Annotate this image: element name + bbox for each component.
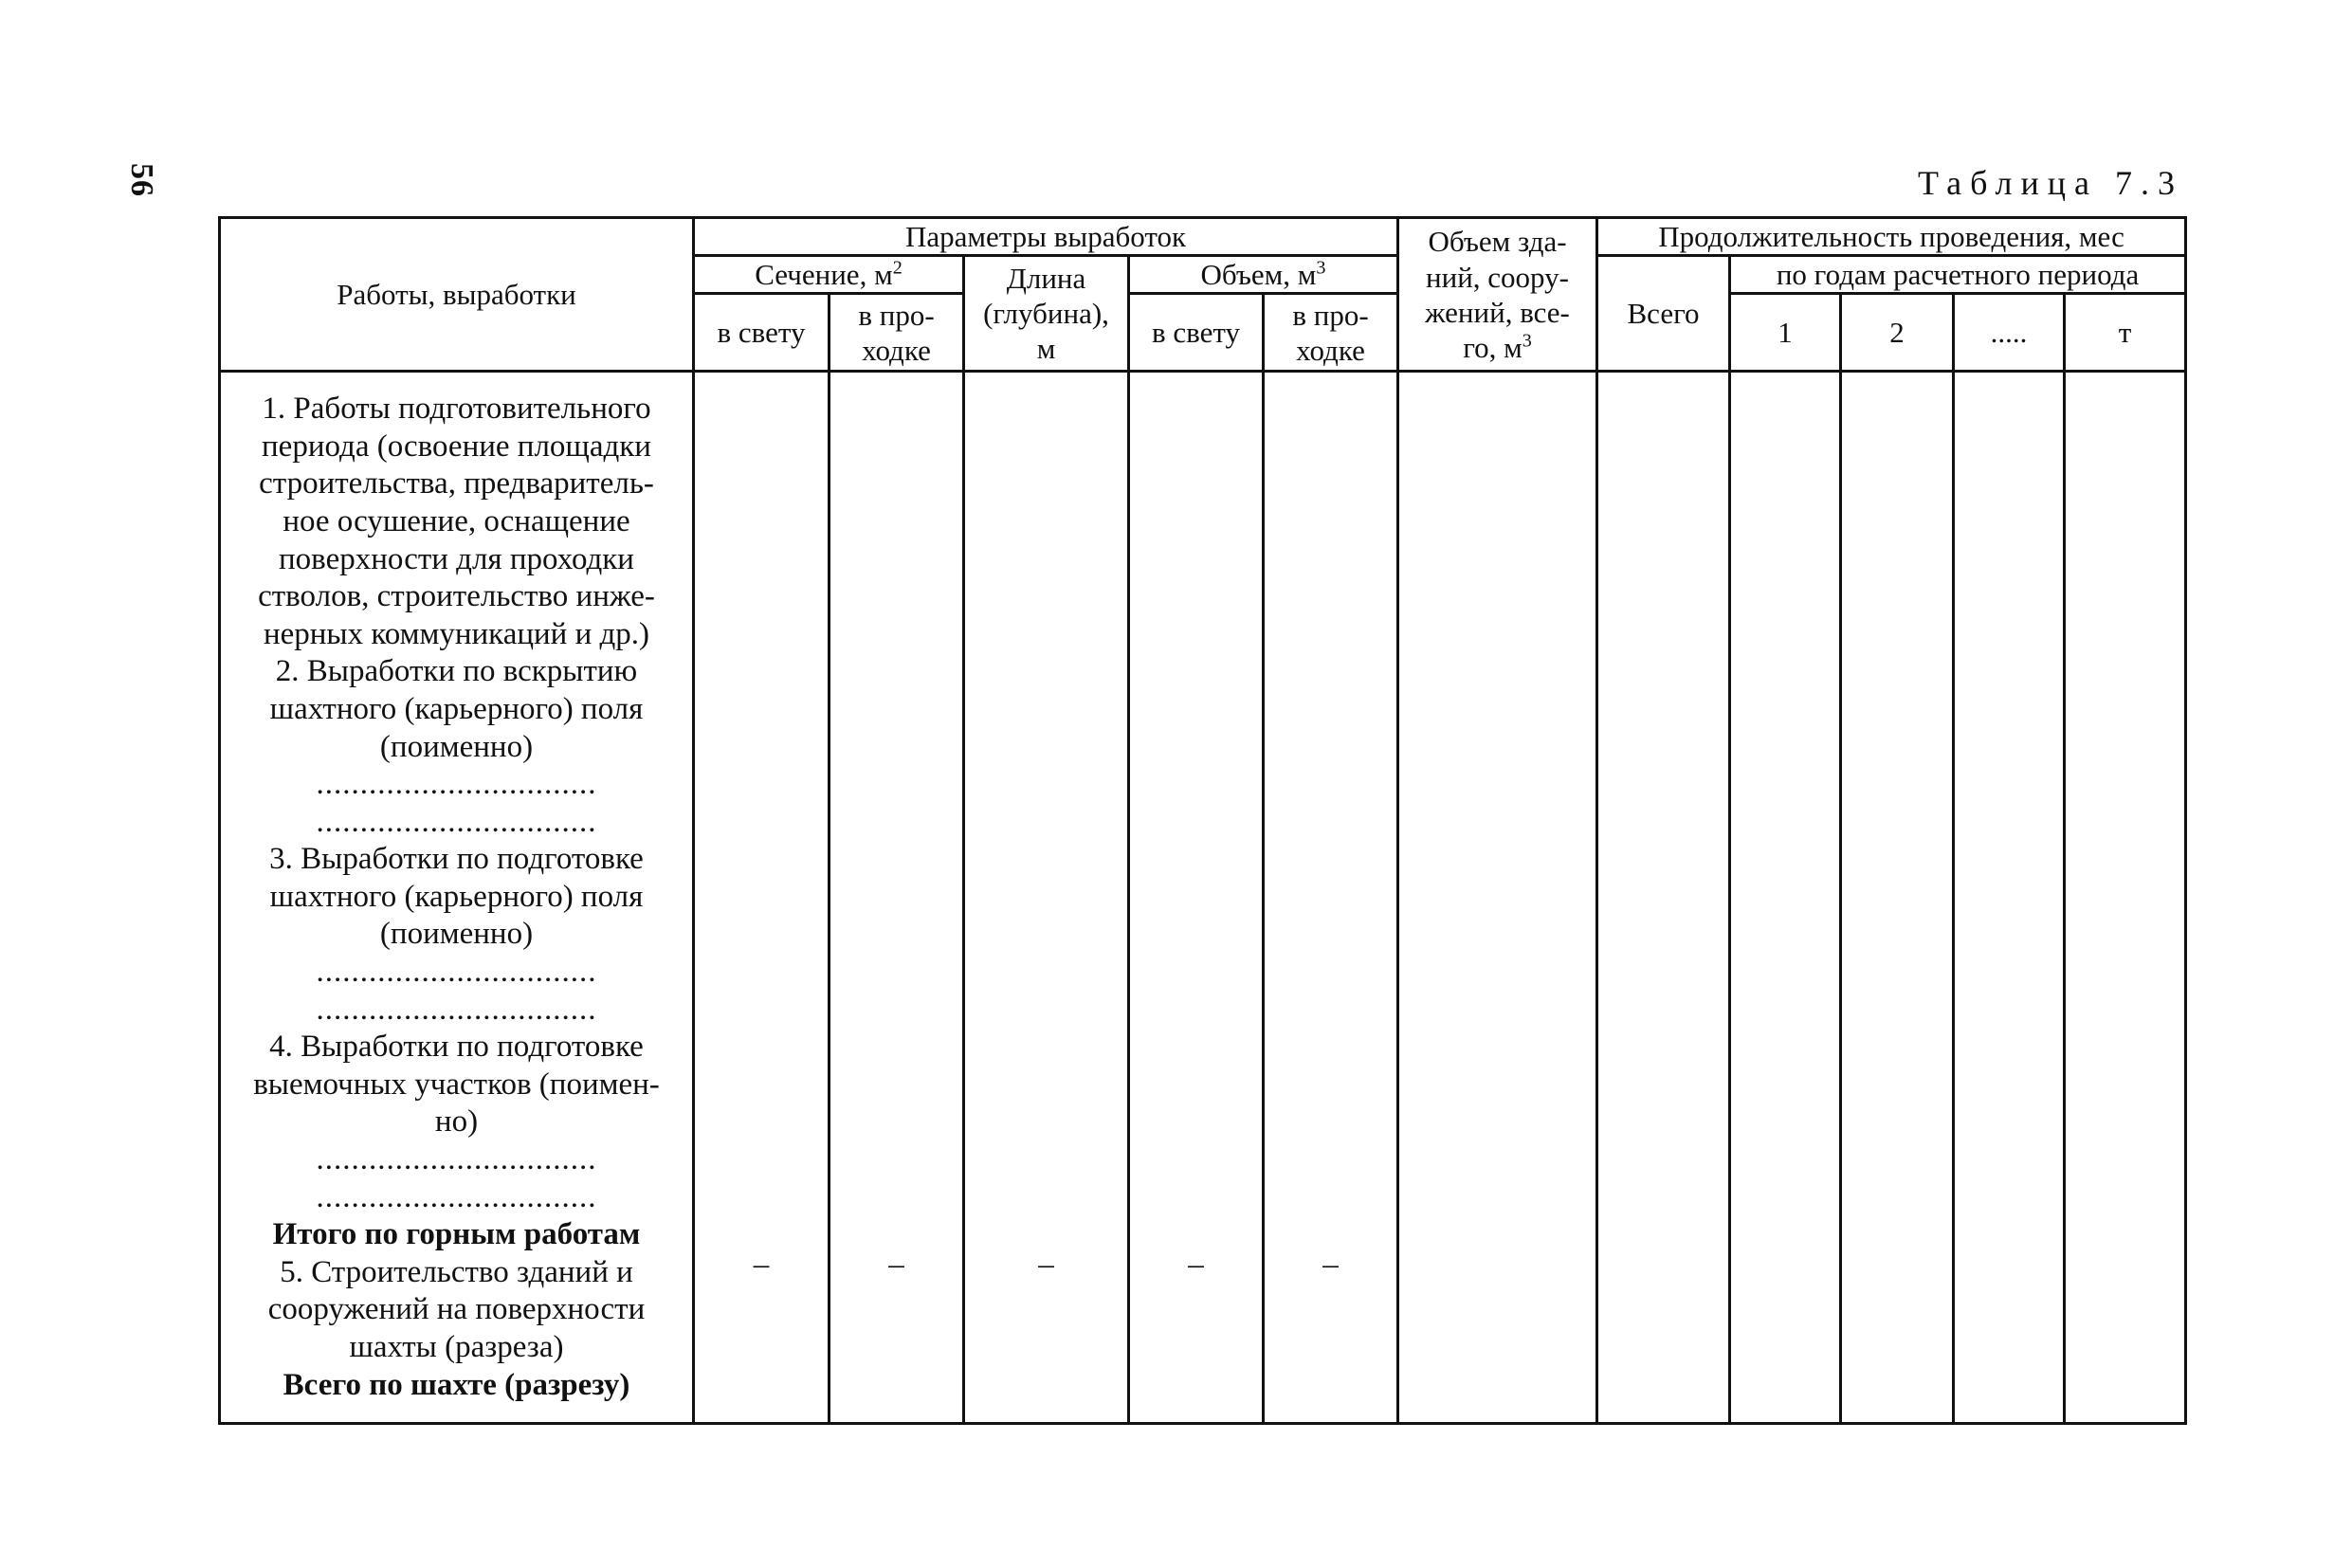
data-cell-volume-clear (1129, 372, 1264, 1424)
dash-mark: – (753, 1248, 770, 1283)
work-line: но) (434, 1104, 479, 1140)
work-line: шахтного (карьерного) поля (269, 879, 644, 914)
dash-mark: – (1038, 1248, 1054, 1283)
dotted-line: ................................ (316, 955, 597, 990)
data-cell-year-1 (1730, 372, 1841, 1424)
header-params: Параметры выработок (694, 218, 1398, 256)
data-cell-volume-drift (1264, 372, 1398, 1424)
header-works: Работы, выработки (220, 218, 694, 372)
work-line: строительства, предваритель- (259, 466, 654, 501)
data-cell-buildings (1398, 372, 1597, 1424)
data-cell-year-t (2065, 372, 2186, 1424)
header-by-years: по годам расчетного периода (1730, 256, 2186, 294)
header-year-1: 1 (1730, 294, 1841, 372)
header-buildings-volume: Объем зда- ний, соору- жений, все- го, $м^3$ (1398, 218, 1597, 372)
data-cell-total (1597, 372, 1730, 1424)
dotted-line: ................................ (316, 804, 597, 839)
header-section: Сечение, $м^2$ (694, 256, 964, 294)
work-line: шахты (разреза) (349, 1330, 564, 1365)
data-cell-section-drift (830, 372, 964, 1424)
work-line: стволов, строительство инже- (258, 579, 655, 614)
work-line: 1. Работы подготовительного (262, 392, 651, 427)
dash-mark: – (1322, 1248, 1339, 1283)
data-cell-length (964, 372, 1129, 1424)
header-length: Длина (глубина), м (964, 256, 1129, 372)
work-line: поверхности для проходки (279, 541, 634, 576)
works-list-cell (220, 372, 694, 1424)
work-line: 3. Выработки по подготовке (269, 842, 644, 877)
dotted-line: ................................ (316, 1142, 597, 1177)
header-volume-clear: в свету (1129, 294, 1264, 372)
work-line: 2. Выработки по вскрытию (275, 654, 638, 689)
work-line: 4. Выработки по подготовке (269, 1030, 644, 1065)
header-duration: Продолжительность проведения, мес (1597, 218, 2186, 256)
header-year-dots: ..... (1954, 294, 2065, 372)
dotted-line: ................................ (316, 992, 597, 1027)
header-volume-drift: в про- ходке (1264, 294, 1398, 372)
data-cell-year-dots (1954, 372, 2065, 1424)
subtotal-mining-works: Итого по горным работам (272, 1217, 641, 1252)
table-caption: Таблица 7.3 (1918, 164, 2183, 202)
work-line: шахтного (карьерного) поля (269, 691, 644, 726)
work-line: сооружений на поверхности (267, 1292, 646, 1327)
dash-mark: – (888, 1248, 904, 1283)
header-section-drift: в про- ходке (830, 294, 964, 372)
work-line: (поименно) (379, 729, 534, 764)
header-total: Всего (1597, 256, 1730, 372)
total-mine: Всего по шахте (разрезу) (283, 1367, 630, 1402)
work-line: 5. Строительство зданий и (280, 1254, 633, 1289)
mine-works-table (218, 216, 2187, 1425)
data-cell-section-clear (694, 372, 830, 1424)
dotted-line: ................................ (316, 1179, 597, 1214)
header-year-2: 2 (1841, 294, 1954, 372)
page-number: 56 (124, 163, 159, 197)
work-line: нерных коммуникаций и др.) (263, 616, 650, 651)
header-volume: Объем, $м^3$ (1129, 256, 1398, 294)
dotted-line: ................................ (316, 767, 597, 802)
data-cell-year-2 (1841, 372, 1954, 1424)
work-line: ное осушение, оснащение (283, 503, 630, 538)
dash-mark: – (1188, 1248, 1204, 1283)
header-year-t: т (2065, 294, 2186, 372)
header-section-clear: в свету (694, 294, 830, 372)
work-line: (поименно) (379, 917, 534, 952)
work-line: периода (освоение площадки (262, 428, 651, 464)
work-line: выемочных участков (поимен- (253, 1067, 660, 1102)
